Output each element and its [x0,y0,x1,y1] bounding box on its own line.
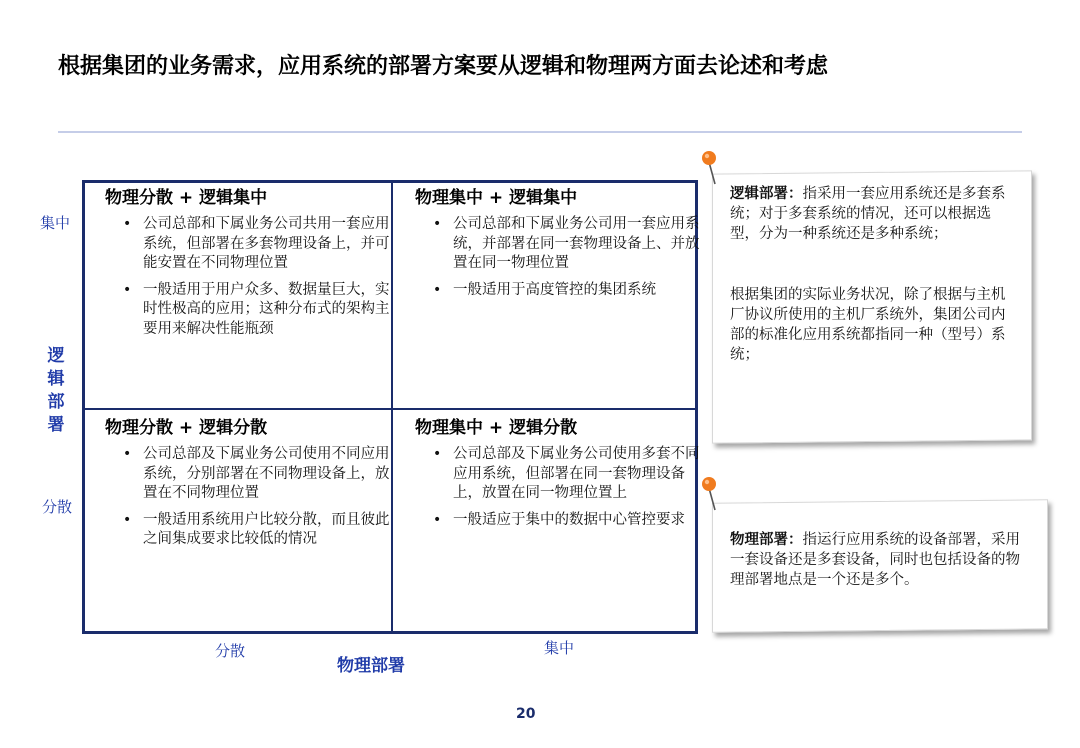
title-divider [58,131,1022,133]
bullet-item: • 公司总部和下属业务公司共用一套应用系统，但部署在多套物理设备上，并可能安置在不同物理位置 [105,215,395,274]
quadrant-bottom-right [415,417,705,537]
logical-note-text-2: 根据集团的实际业务状况，除了根据与主机厂协议所使用的主机厂系统外，集团公司内部的标准化应用系统都指同一种（型号）系统； [730,287,1006,363]
bullet-item: • 一般适用于高度管控的集团系统 [415,281,705,301]
bullet-item: • 公司总部及下属业务公司使用多套不同应用系统，但部署在同一套物理设备上，放置在同一物理位置上 [415,445,705,504]
y-axis-low-label: 分散 [42,498,73,516]
y-axis-title-char: 逻 [47,346,65,366]
matrix-horizontal-divider [85,408,695,410]
quadrant-title: 物理分散 + 逻辑分散 [105,418,268,438]
physical-note-text [730,530,1020,590]
logical-note-body: 指采用一套应用系统还是多套系统；对于多套系统的情况，还可以根据选型，分为一种系统还是多种系统； [730,186,1006,242]
quadrant-title: 物理分散 + 逻辑集中 [105,188,268,208]
bullet-list [415,445,705,530]
quadrant-bottom-left [105,417,395,557]
y-axis-high-label: 集中 [40,214,71,232]
deployment-matrix [82,180,698,634]
quadrant-top-right [415,187,705,307]
page-number: 20 [516,706,536,722]
bullet-item: • 公司总部和下属业务公司用一套应用系统，并部署在同一套物理设备上、并放置在同一物理位置 [415,215,705,274]
quadrant-top-left [105,187,395,346]
y-axis-title-char: 署 [47,415,65,435]
bullet-list [415,215,705,300]
physical-note-heading: 物理部署： [730,532,803,548]
bullet-item: • 公司总部及下属业务公司使用不同应用系统，分别部署在不同物理设备上，放置在不同物理位置 [105,445,395,504]
y-axis-title [44,345,68,437]
bullet-list [105,215,395,339]
x-axis-low-label: 分散 [215,642,246,660]
bullet-item: • 一般适用于用户众多、数据量巨大，实时性极高的应用；这种分布式的架构主要用来解决性能瓶颈 [105,281,395,340]
pushpin-icon [698,474,722,514]
x-axis-high-label: 集中 [544,639,575,657]
y-axis-title-char: 部 [47,392,65,412]
y-axis-title-text [44,345,68,437]
physical-note-body: 指运行应用系统的设备部署，采用一套设备还是多套设备，同时也包括设备的物理部署地点是一个还是多个。 [730,532,1020,588]
y-axis-title-char: 辑 [47,369,65,389]
quadrant-title: 物理集中 + 逻辑分散 [415,418,578,438]
page-title: 根据集团的业务需求，应用系统的部署方案要从逻辑和物理两方面去论述和考虑 [58,54,829,79]
bullet-list [105,445,395,550]
pushpin-icon [698,148,722,188]
logical-note-heading: 逻辑部署： [730,186,803,202]
bullet-item: • 一般适应于集中的数据中心管控要求 [415,511,705,531]
logical-note-text [730,184,1008,244]
x-axis-title: 物理部署 [337,656,405,676]
bullet-item: • 一般适用系统用户比较分散，而且彼此之间集成要求比较低的情况 [105,511,395,550]
quadrant-title: 物理集中 + 逻辑集中 [415,188,578,208]
